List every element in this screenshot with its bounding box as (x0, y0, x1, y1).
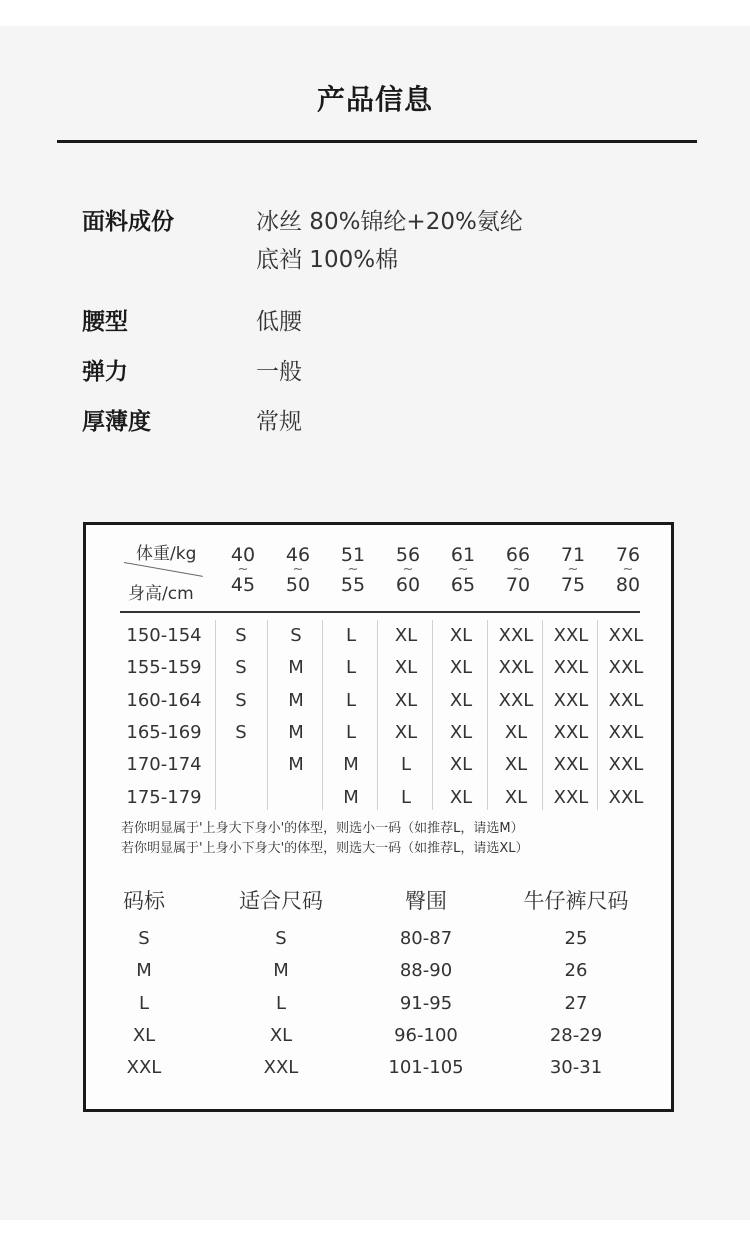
size-cell: L (345, 721, 357, 743)
spec-label: 面料成份 (82, 209, 174, 235)
spec-label: 弹力 (82, 359, 128, 385)
hip-table-cell: XXL (263, 1057, 299, 1079)
size-cell: XXL (553, 786, 589, 808)
size-cell: M (288, 657, 304, 679)
size-cell: S (290, 625, 302, 646)
height-range: 165-169 (126, 721, 202, 743)
size-cell: XL (449, 657, 473, 679)
height-header: 身高/cm (128, 584, 194, 604)
weight-min: 61 (450, 544, 476, 566)
size-cell: L (345, 689, 357, 711)
weight-min: 66 (505, 544, 531, 566)
size-cell: XXL (553, 625, 589, 646)
weight-range-header (218, 545, 268, 595)
spec-values (256, 304, 302, 342)
size-row (86, 652, 671, 684)
hip-table-cell: 88-90 (399, 960, 453, 982)
spec-row (82, 354, 682, 392)
size-cell: XXL (498, 689, 534, 711)
size-row (86, 782, 671, 814)
weight-range-header (603, 545, 653, 595)
range-tilde: ~ (347, 562, 359, 577)
size-cell: XL (449, 721, 473, 743)
size-cell: M (288, 721, 304, 743)
size-cell: XXL (608, 721, 644, 743)
hip-table-cell: 25 (564, 928, 588, 949)
weight-range-header (438, 545, 488, 595)
size-cell: M (288, 689, 304, 711)
spec-value: 常规 (256, 409, 302, 435)
range-tilde: ~ (512, 562, 524, 577)
height-range: 175-179 (126, 786, 202, 808)
hip-table-cell: 101-105 (388, 1057, 464, 1079)
size-row (86, 717, 671, 749)
size-cell: XXL (608, 625, 644, 646)
size-cell: XL (394, 657, 418, 679)
size-cell: XL (394, 625, 418, 646)
size-cell: XXL (553, 689, 589, 711)
size-cell: L (345, 657, 357, 679)
weight-max: 55 (340, 574, 366, 596)
hip-table-cell: 80-87 (399, 928, 453, 949)
size-cell: XL (504, 754, 528, 776)
range-tilde: ~ (622, 562, 634, 577)
size-cell: XXL (553, 754, 589, 776)
hip-table-cell: XXL (126, 1057, 162, 1079)
title-divider (57, 140, 697, 143)
hip-table-cell: 27 (564, 992, 588, 1014)
hip-table-header: 牛仔裤尺码 (523, 889, 629, 913)
page-title: 产品信息 (316, 83, 433, 116)
hip-table-cell: S (275, 928, 287, 949)
header-divider (120, 611, 640, 613)
weight-min: 76 (615, 544, 641, 566)
weight-max: 80 (615, 574, 641, 596)
spec-values (256, 404, 302, 442)
header-diagonal (124, 562, 203, 577)
size-row (86, 749, 671, 781)
weight-min: 46 (285, 544, 311, 566)
hip-table-cell: 30-31 (549, 1057, 603, 1079)
size-cell: XXL (608, 657, 644, 679)
size-cell: XXL (498, 625, 534, 646)
size-row (86, 620, 671, 652)
hip-table-cell: M (273, 960, 289, 982)
size-cell: XL (394, 721, 418, 743)
size-cell: XL (449, 625, 473, 646)
fit-note: 若你明显属于'上身小下身大'的体型，则选大一码（如推荐L，请选XL） (121, 841, 529, 856)
hip-table-header: 适合尺码 (239, 889, 323, 913)
size-cell: XXL (553, 721, 589, 743)
size-cell: S (235, 689, 247, 711)
size-chart-box (83, 522, 674, 1112)
range-tilde: ~ (457, 562, 469, 577)
size-cell: S (235, 625, 247, 646)
range-tilde: ~ (292, 562, 304, 577)
spec-value: 底裆 100%棉 (256, 247, 399, 273)
weight-header: 体重/kg (136, 544, 197, 564)
height-range: 160-164 (126, 689, 202, 711)
size-cell: S (235, 721, 247, 743)
weight-max: 70 (505, 574, 531, 596)
spec-row (82, 404, 682, 442)
hip-table-cell: L (138, 992, 150, 1014)
hip-table-header: 臀围 (405, 889, 447, 913)
spec-values (256, 204, 523, 280)
range-tilde: ~ (402, 562, 414, 577)
weight-range-header (548, 545, 598, 595)
weight-min: 56 (395, 544, 421, 566)
size-cell: L (400, 786, 412, 808)
height-range: 170-174 (126, 754, 202, 776)
size-row (86, 685, 671, 717)
weight-min: 71 (560, 544, 586, 566)
hip-table-header: 码标 (123, 889, 165, 913)
hip-table-cell: M (136, 960, 152, 982)
height-range: 155-159 (126, 657, 202, 679)
size-cell: XXL (498, 657, 534, 679)
range-tilde: ~ (567, 562, 579, 577)
size-cell: M (343, 786, 359, 808)
weight-range-header (493, 545, 543, 595)
size-cell: XL (449, 689, 473, 711)
weight-min: 40 (230, 544, 256, 566)
weight-max: 60 (395, 574, 421, 596)
weight-range-header (383, 545, 433, 595)
weight-min: 51 (340, 544, 366, 566)
weight-max: 45 (230, 574, 256, 596)
size-cell: XXL (553, 657, 589, 679)
size-cell: L (400, 754, 412, 776)
weight-range-header (273, 545, 323, 595)
hip-table-cell: 26 (564, 960, 588, 982)
hip-table-cell: XL (269, 1024, 293, 1046)
hip-table-cell: S (138, 928, 150, 949)
spec-row (82, 304, 682, 342)
spec-value: 低腰 (256, 309, 302, 335)
weight-max: 65 (450, 574, 476, 596)
weight-max: 50 (285, 574, 311, 596)
hip-table-cell: 28-29 (549, 1024, 603, 1046)
hip-table-cell: 91-95 (399, 992, 453, 1014)
fit-note: 若你明显属于'上身大下身小'的体型，则选小一码（如推荐L，请选M） (121, 821, 524, 836)
spec-row (82, 204, 682, 280)
size-cell: M (343, 754, 359, 776)
range-tilde: ~ (237, 562, 249, 577)
size-cell: XXL (608, 689, 644, 711)
size-cell: XL (449, 754, 473, 776)
size-cell: XL (504, 721, 528, 743)
spec-values (256, 354, 302, 392)
size-cell: XXL (608, 786, 644, 808)
size-cell: XL (394, 689, 418, 711)
size-cell: L (345, 625, 357, 646)
hip-table-cell: L (275, 992, 287, 1014)
weight-range-header (328, 545, 378, 595)
height-range: 150-154 (126, 625, 202, 646)
spec-value: 冰丝 80%锦纶+20%氨纶 (256, 209, 523, 235)
size-cell: XL (449, 786, 473, 808)
spec-label: 腰型 (82, 309, 128, 335)
size-cell: S (235, 657, 247, 679)
size-cell: M (288, 754, 304, 776)
size-cell: XL (504, 786, 528, 808)
hip-table-cell: 96-100 (394, 1024, 458, 1046)
spec-label: 厚薄度 (82, 409, 151, 435)
size-cell: XXL (608, 754, 644, 776)
weight-max: 75 (560, 574, 586, 596)
hip-table-cell: XL (132, 1024, 156, 1046)
spec-value: 一般 (256, 359, 302, 385)
